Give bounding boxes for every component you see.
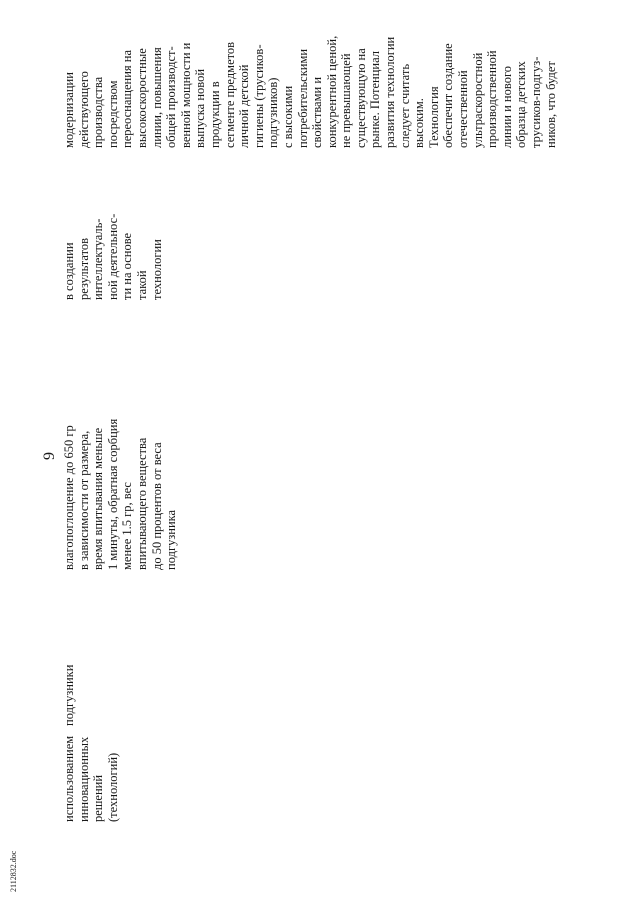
text-line: технологии	[149, 239, 164, 300]
column-characteristics-text	[62, 419, 179, 570]
text-line: сегменте предметов	[222, 41, 237, 148]
text-line: с высокими	[280, 85, 295, 148]
text-line: свойствами и	[310, 76, 325, 148]
text-line: производства	[91, 76, 106, 148]
text-line: влагопоглощение до 650 гр	[62, 425, 76, 570]
text-line: инновационных	[76, 736, 91, 822]
text-line: ников, что будет	[543, 61, 558, 148]
text-line: общей производст-	[164, 46, 179, 148]
text-line: следует считать	[397, 63, 412, 148]
text-line: модернизации	[62, 72, 76, 148]
text-line: трусиков-подгуз-	[529, 56, 543, 148]
text-line: гигиены (трусиков-	[251, 44, 266, 148]
text-line: не превышающей	[339, 53, 354, 148]
text-line: результатов	[76, 237, 91, 300]
text-line: действующего	[76, 71, 91, 148]
text-line: подгузники	[62, 664, 76, 726]
text-line: потребительскими	[295, 48, 310, 148]
text-line: продукции в	[207, 81, 222, 148]
text-line: развития технологии	[383, 36, 398, 148]
text-line: образца детских	[514, 61, 529, 148]
text-line: ти на основе	[120, 232, 135, 300]
text-line: время впитывания меньше	[91, 427, 106, 570]
text-line: использованием	[62, 735, 76, 822]
text-line: подгузников)	[266, 77, 281, 148]
text-line: посредством	[105, 80, 120, 148]
text-line: линии, повышения	[149, 47, 164, 148]
text-line: венной мощности и	[178, 42, 193, 148]
text-line: существующую на	[353, 48, 368, 148]
text-line: рынке. Потенциал	[368, 51, 383, 148]
text-line: решений	[91, 774, 106, 822]
text-line: производственной	[485, 50, 500, 148]
text-line: выпуска новой	[193, 68, 208, 148]
text-line: обеспечит создание	[441, 43, 456, 148]
text-line: до 50 процентов от веса	[149, 442, 164, 570]
text-line: переоснащения на	[120, 49, 135, 148]
column-description-text	[62, 36, 558, 148]
page-number: 9	[41, 452, 58, 460]
text-line: подгузника	[164, 509, 179, 570]
text-line: такой	[134, 270, 149, 300]
text-line: в зависимости от размера,	[76, 430, 91, 570]
text-line: отечественной	[456, 70, 471, 148]
text-line: личной детской	[237, 64, 252, 148]
column-product-text	[62, 665, 77, 726]
text-line: (технологий)	[105, 752, 120, 822]
text-line: высокоскоростные	[134, 48, 149, 148]
footer-filename: 2112832.doc	[9, 850, 18, 892]
text-line: в создании	[62, 242, 76, 300]
column-criteria-text	[62, 736, 120, 822]
text-line: ной деятельнос-	[105, 213, 120, 300]
text-line: менее 1.5 гр, вес	[120, 482, 135, 570]
text-line: линии и нового	[499, 65, 514, 148]
text-line: ультраскоростной	[470, 52, 485, 148]
text-line: впитывающего вещества	[134, 437, 149, 570]
text-line: высоким.	[412, 98, 427, 148]
text-line: интеллектуаль-	[91, 218, 106, 300]
text-line: 1 минуты, обратная сорбция	[105, 418, 120, 570]
column-ip-text	[62, 214, 164, 300]
text-line: Технология	[426, 86, 441, 148]
text-line: конкурентной ценой,	[324, 35, 339, 148]
